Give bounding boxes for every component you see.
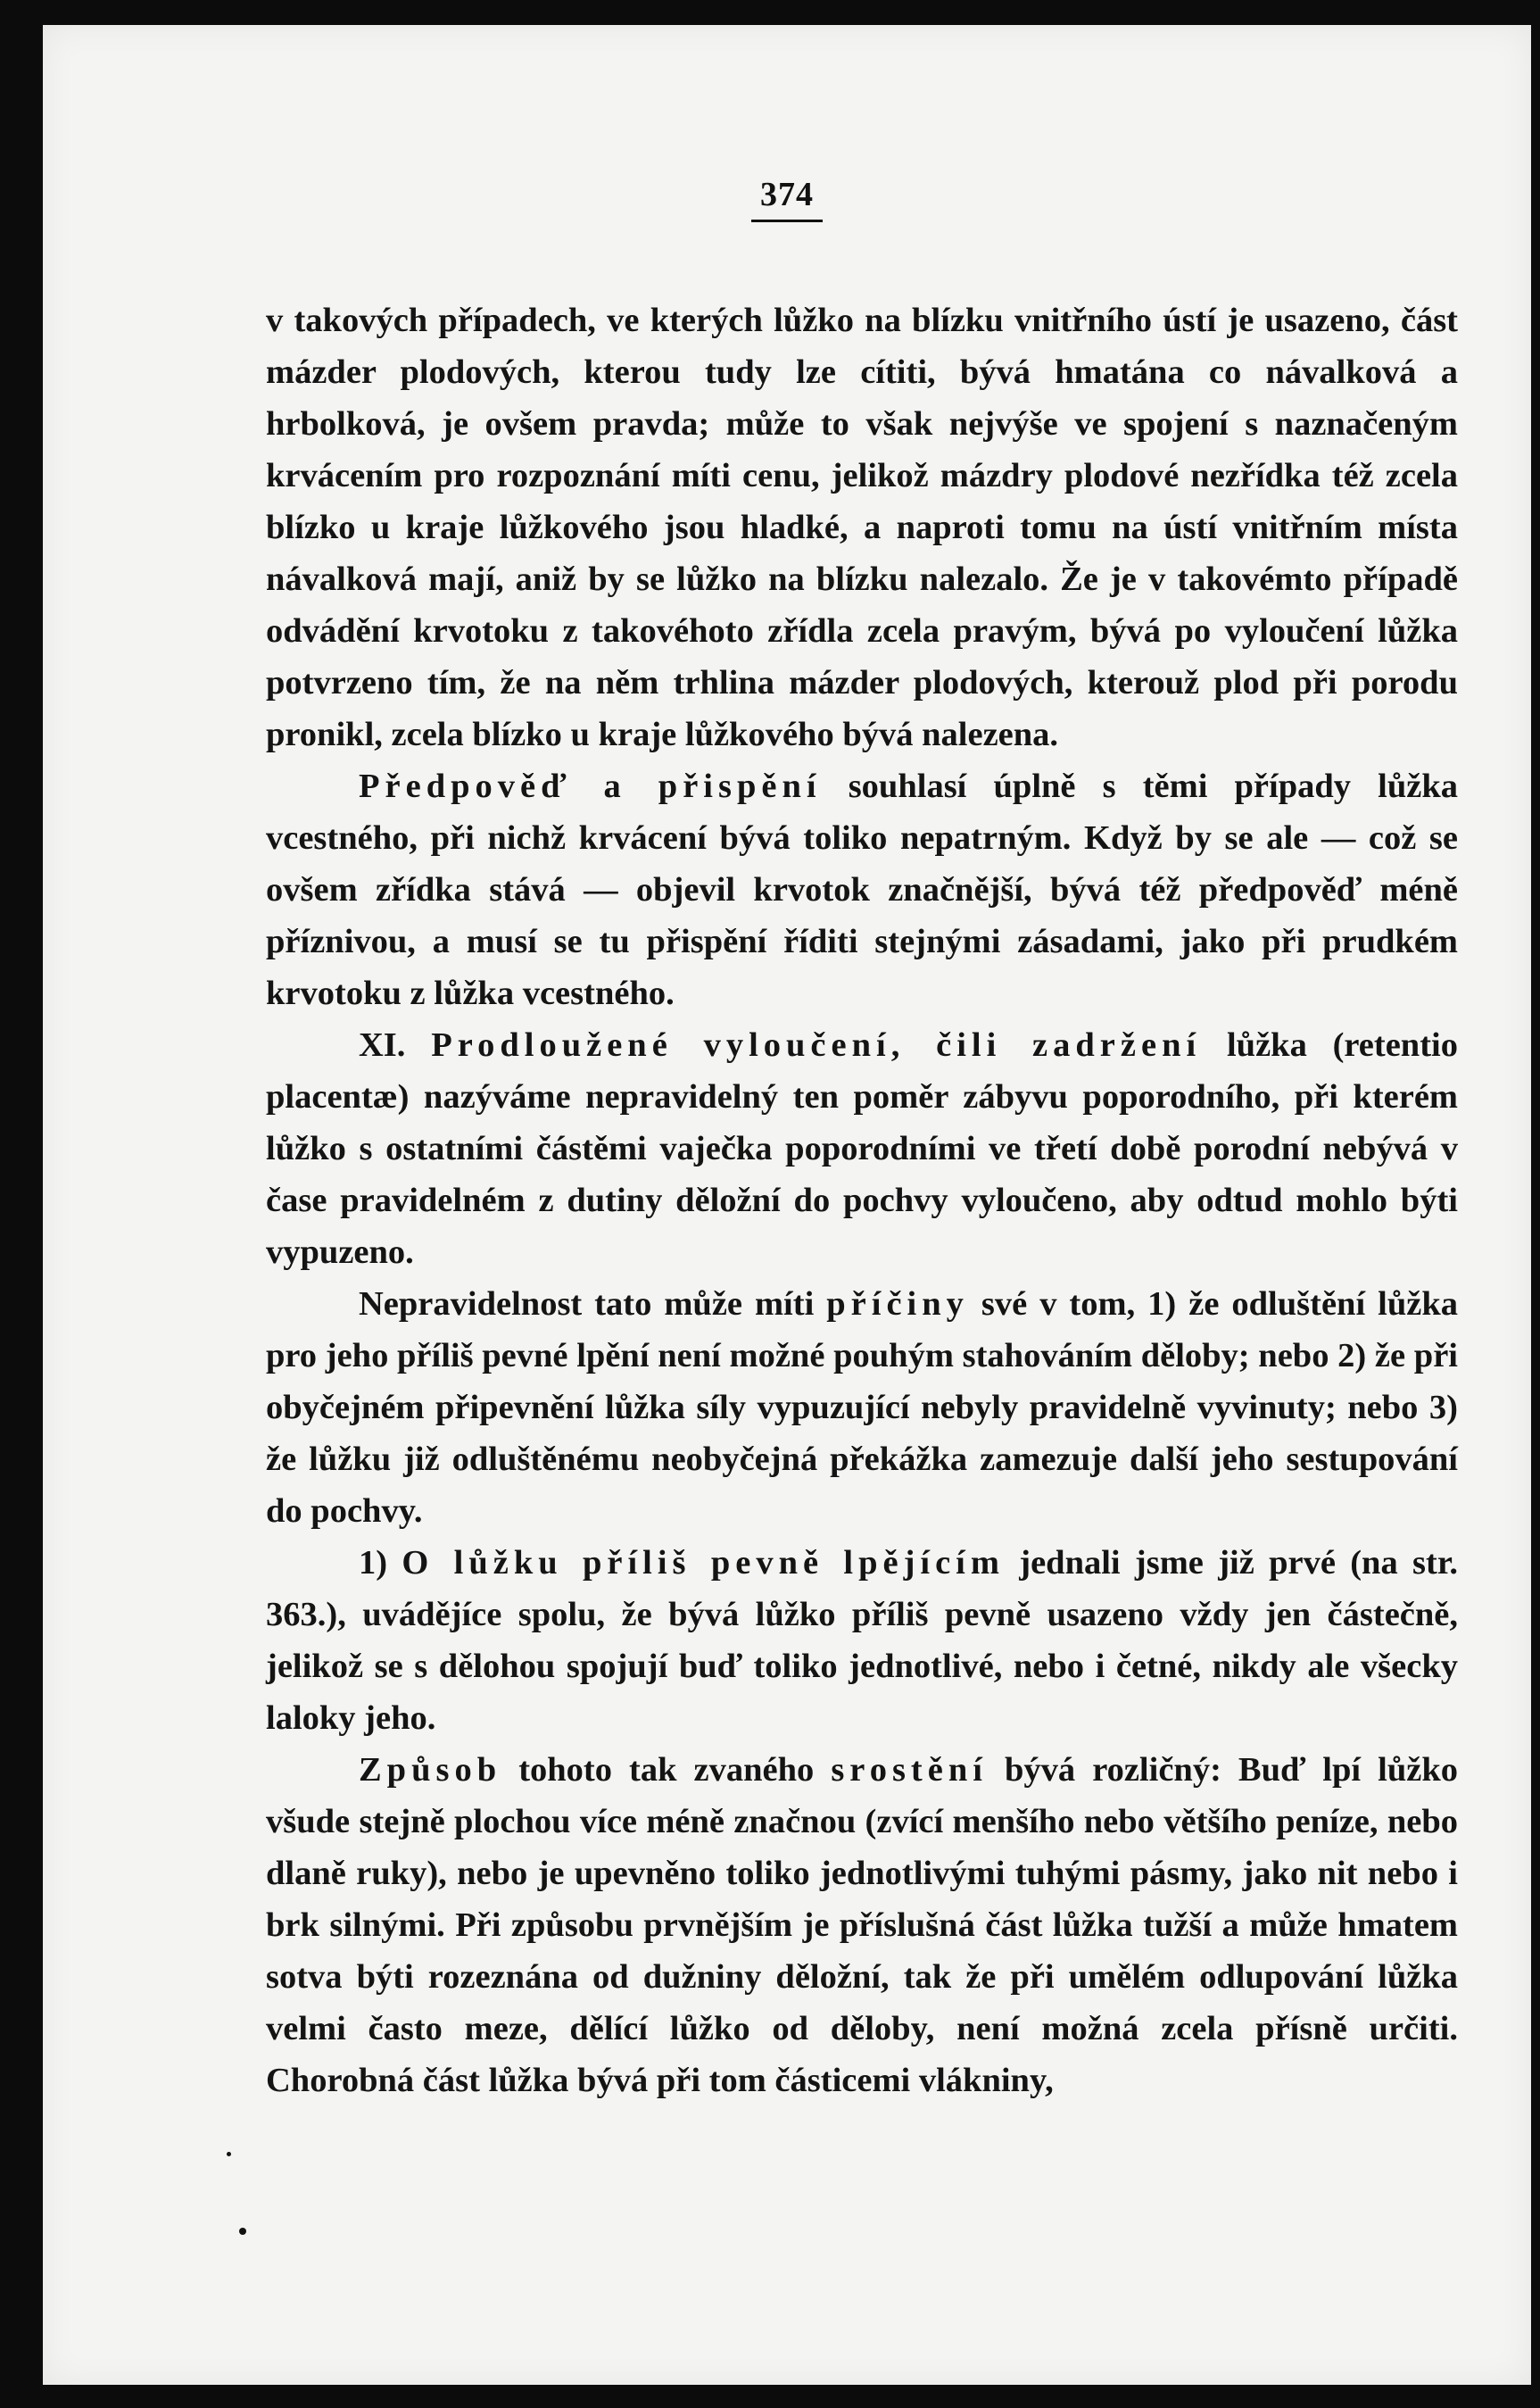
spaced-heading: O lůžku příliš pevně lpějícím (402, 1544, 1005, 1582)
paragraph-5: 1) O lůžku příliš pevně lpějícím jednali jsme již prvé (na str. 363.), uvádějíce spolu, že bývá lůžko příliš pevně usazeno vždy jen částečně, jelikož se s dělohou spojují buď toliko jednotlivé, nebo i četné, nikdy ale všecky laloky jeho. (266, 1544, 1459, 1737)
ink-speck (227, 2152, 231, 2156)
spaced-heading: srostění (831, 1751, 988, 1789)
spaced-heading: Způsob (359, 1751, 502, 1789)
paragraph-4: Nepravidelnost tato může míti příčiny své v tom, 1) že odluštění lůžka pro jeho příliš pevné lpění není možné pouhým stahováním děloby; nebo 2) že při obyčejném připevnění lůžka síly vypuzující nebyly pravidelně vyvinuty; nebo 3) že lůžku již odluštěnému neobyčejná překážka zamezuje další jeho sestupování do pochvy. (266, 1285, 1458, 1530)
spaced-heading: Předpověď a přispění (359, 768, 822, 805)
paragraph-1: v takových případech, ve kterých lůžko na blízku vnitřního ústí je usazeno, část mázder plodových, kterou tudy lze cítiti, bývá hmatána co návalková a hrbolková, je ovšem pravda; může to však nejvýše ve spojení s naznačeným krvácením pro rozpoznání míti cenu, jelikož mázdry plodové nezřídka též zcela blízko u kraje lůžkového jsou hladké, a naproti tomu na ústí vnitřním místa návalková mají, aniž by se lůžko na blízku nalezalo. Že je v takovémto případě odvádění krvotoku z takovéhoto zřídla zcela pravým, bývá po vyloučení lůžka potvrzeno tím, že na něm trhlina mázder plodových, kterouž plod při porodu pronikl, zcela blízko u kraje lůžkového bývá nalezena. (266, 302, 1458, 753)
paragraph-3: XI. Prodloužené vyloučení, čili zadržení lůžka (retentio placentæ) nazýváme nepravidelný ten poměr zábyvu poporodního, při kterém lůžko s ostatními částěmi vaječka poporodními ve třetí době porodní nebývá v čase pravidelném z dutiny děložní do pochvy vyloučeno, aby odtud mohlo býti vypuzeno. (266, 1026, 1458, 1271)
ink-speck (239, 2228, 246, 2235)
page-number: 374 (43, 175, 1531, 222)
body-text (266, 295, 1458, 2106)
spaced-heading: příčiny (826, 1285, 969, 1323)
paragraph-2: Předpověď a přispění souhlasí úplně s těmi případy lůžka vcestného, při nichž krvácení bývá toliko nepatrným. Když by se ale — což se ovšem zřídka stává — objevil krvotok značnější, bývá též předpověď méně příznivou, a musí se tu přispění říditi stejnými zásadami, jako při prudkém krvotoku z lůžka vcestného. (266, 768, 1458, 1012)
spaced-heading: Prodloužené vyloučení, čili zadržení (431, 1026, 1202, 1064)
paragraph-6: Způsob tohoto tak zvaného srostění bývá rozličný: Buď lpí lůžko všude stejně plochou více méně značnou (zvící menšího nebo většího peníze, nebo dlaně ruky), nebo je upevněno toliko jednotlivými tuhými pásmy, jako nit nebo i brk silnými. Při způsobu prvnějším je příslušná část lůžka tužší a může hmatem sotva býti rozeznána od dužniny děložní, tak že při umělém odlupování lůžka velmi často meze, dělící lůžko od děloby, není možná zcela přísně určiti. Chorobná část lůžka bývá při tom částicemi vlákniny, (266, 1751, 1458, 2099)
book-page (43, 25, 1531, 2385)
